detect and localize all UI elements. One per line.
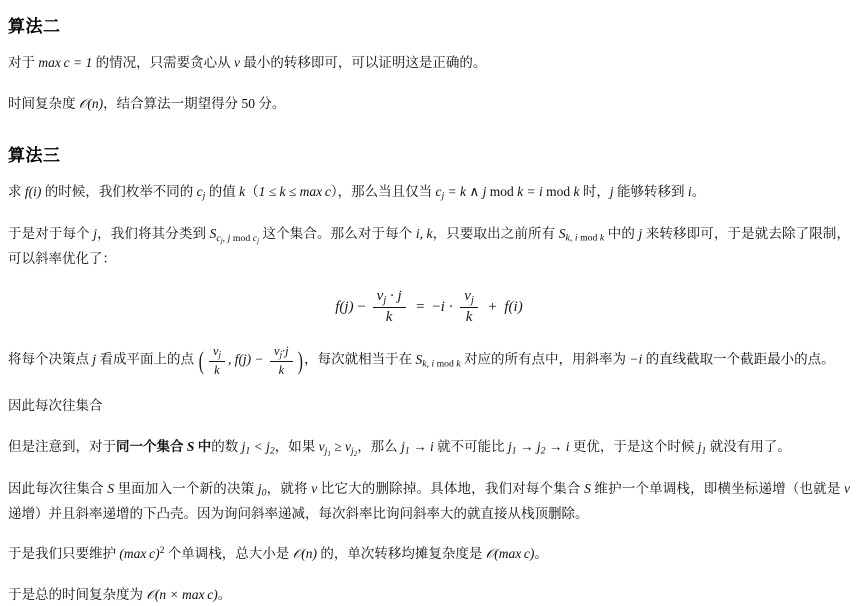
math-j-2: j	[93, 225, 98, 241]
math-i: i	[687, 184, 692, 200]
math-maxc-equals-one: max c = 1	[38, 55, 93, 70]
math-point-coordinates: ( $\frac{v_j}{k}$ , f(j) − $\frac{v_j\cdot j}{k}$ )	[199, 344, 303, 377]
math-k-range: 1 ≤ k ≤ max c	[258, 184, 331, 200]
math-vj1-ge-vj2: $v_{j_1} \ge v_{j_2}$	[318, 438, 358, 458]
paragraph-dominance-argument: 但是注意到，对于同一个集合 S 中的数 $j_1 < j_2$，如果 $v_{j_1} \ge v_{j_2}$，那么 $j_1 \to i$ 就不可能比 $j_1 \to j_2 \to i$ 更优，于是这个时候 $j_1$ 就没有用了。	[8, 438, 791, 458]
math-set-scj: $S_{c_j, j mod c_j}$	[209, 225, 260, 245]
math-j1: $j_1$	[697, 438, 707, 457]
paragraph-geometric-interpretation: 将每个决策点 j 看成平面上的点 ( $\frac{v_j}{k}$ , f(j) − $\frac{v_j\cdot j}{k}$ ) ，每次就相当于在 $S_{k, i mod k}$ 对应的所有点中，用斜率为 −i 的直线截取一个截距最小的点。	[8, 344, 835, 377]
math-set-ski: $S_{k, i mod k}$	[558, 225, 605, 244]
math-j1-lt-j2: $j_1 < j_2$	[241, 438, 275, 457]
display-equation-slope-optimization: f(j) − $\frac{v_j \cdot j}{k}$ = −i · $\frac{v_j}{k}$ + f(i)	[335, 287, 523, 325]
math-complexity-on: 𝒪(n)	[78, 95, 104, 111]
section-title-algorithm-two: 算法二	[8, 17, 61, 36]
math-amortized-omaxc: 𝒪(max c)	[485, 546, 535, 562]
math-j1-to-i: $j_1 \to i$	[401, 438, 434, 457]
math-j: j	[609, 184, 614, 200]
paragraph-stack-count: 于是我们只要维护 (max c)$^2$ 个单调栈，总大小是 𝒪(n) 的，单次转移均摊复杂度是 𝒪(max c)。	[8, 545, 548, 562]
emphasis-same-set: 同一个集合 S 中	[116, 438, 212, 454]
paragraph-algorithm-two-complexity: 时间复杂度 𝒪(n)，结合算法一期望得分 50 分。	[8, 95, 286, 111]
math-transfer-condition: $c_j = k$ ∧ j mod k = i mod k	[435, 184, 580, 202]
math-v-3: v	[844, 480, 851, 496]
math-v-2: v	[311, 480, 318, 496]
paragraph-total-complexity: 于是总的时间复杂度为 𝒪(n × max c)。	[8, 586, 232, 602]
math-v: v	[233, 55, 240, 70]
section-title-algorithm-three: 算法三	[8, 146, 61, 166]
math-f-of-i: f(i)	[24, 184, 42, 200]
math-set-s-2: S	[584, 480, 591, 496]
paragraph-monotonicity-note: 因此每次往集合	[8, 398, 103, 414]
math-minus-i: −i	[629, 351, 643, 367]
math-j-4: j	[92, 351, 97, 367]
math-total-complexity: 𝒪(n × max c)	[146, 586, 218, 602]
math-j-3: j	[638, 225, 643, 241]
math-total-size-on: 𝒪(n)	[292, 546, 317, 562]
math-set-s: S	[107, 480, 115, 496]
math-maxc-squared: (max c)$^2$	[119, 545, 165, 562]
paragraph-enumerate-cj: 求 f(i) 的时候，我们枚举不同的 $c_j$ 的值 k（1 ≤ k ≤ max c），那么当且仅当 $c_j = k$ ∧ j mod k = i mod k 时，j 能够转移到 i。	[8, 184, 706, 202]
paragraph-algorithm-two-idea: 对于 max c = 1 的情况，只需要贪心从 v 最小的转移即可，可以证明这是正确的。	[8, 55, 487, 70]
math-j1-to-j2-to-i: $j_1 \to j_2 \to i$	[507, 438, 570, 457]
paragraph-monotonic-stack: 因此每次往集合 S 里面加入一个新的决策 $j_0$，就将 v 比它大的删除掉。具体地，我们对每个集合 S 维护一个单调栈，即横坐标递增（也就是 v 递增）并且斜率递增的下凸壳。因为询问斜率递减，每次斜率比询问斜率大的就直接从栈顶删除。	[8, 480, 851, 521]
math-cj: $c_j$	[196, 184, 206, 202]
paragraph-classify-sets: 于是对于每个 j，我们将其分类到 $S_{c_j, j mod c_j}$ 这个集合。那么对于每个 i, k，只要取出之前所有 $S_{k, i mod k}$ 中的 j 来转移即可，于是就去除了限制，可以斜率优化了：	[8, 225, 851, 266]
math-k: k	[239, 184, 246, 200]
math-set-ski-2: $S_{k, i mod k}$	[415, 351, 461, 370]
math-j0: $j_0$	[257, 480, 267, 499]
math-i-k: i, k	[415, 225, 433, 241]
